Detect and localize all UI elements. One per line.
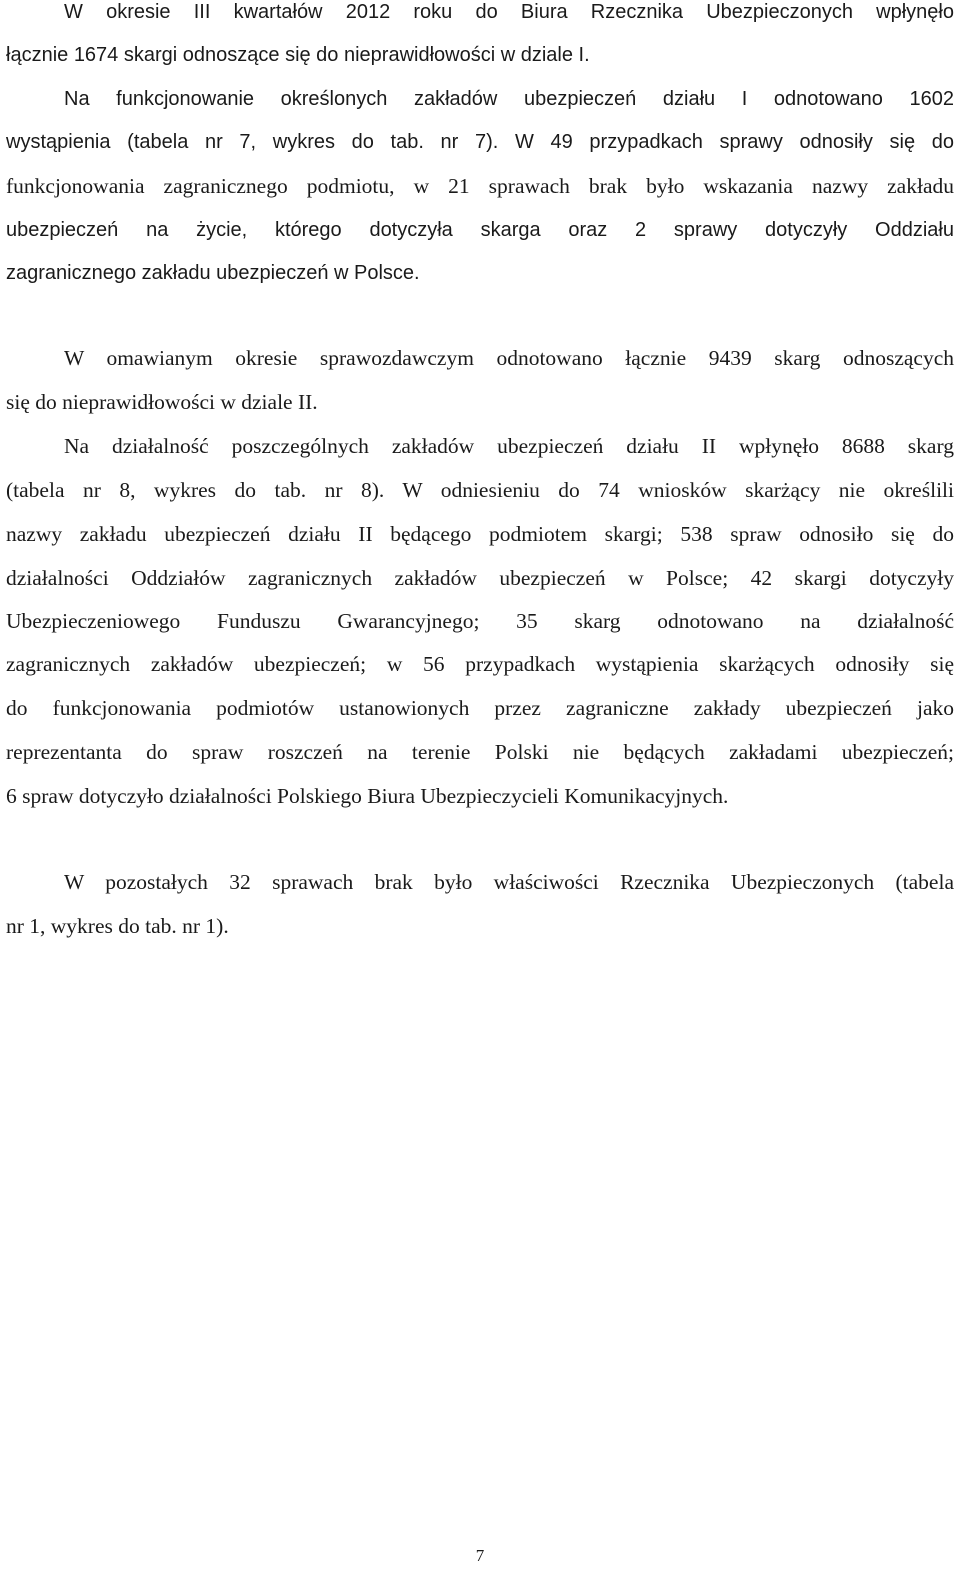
text-line: zagranicznego zakładu ubezpieczeń w Polsce.: [6, 262, 420, 284]
text-line: wystąpienia (tabela nr 7, wykres do tab. nr 7). W 49 przypadkach sprawy odnosiły się do: [6, 131, 954, 153]
text-line: (tabela nr 8, wykres do tab. nr 8). W odniesieniu do 74 wniosków skarżący nie określili: [6, 478, 954, 502]
text-line: W pozostałych 32 sprawach brak było właściwości Rzecznika Ubezpieczonych (tabela: [64, 870, 954, 894]
text-line: 6 spraw dotyczyło działalności Polskiego Biura Ubezpieczycieli Komunikacyjnych.: [6, 784, 729, 808]
text-line: W okresie III kwartałów 2012 roku do Biura Rzecznika Ubezpieczonych wpłynęło: [64, 1, 954, 23]
text-line: do funkcjonowania podmiotów ustanowionych przez zagraniczne zakłady ubezpieczeń jako: [6, 696, 954, 720]
text-line: nazwy zakładu ubezpieczeń działu II będącego podmiotem skargi; 538 spraw odnosiło się do: [6, 522, 954, 546]
page-number: 7: [475, 1546, 485, 1565]
text-line: ubezpieczeń na życie, którego dotyczyła skarga oraz 2 sprawy dotyczyły Oddziału: [6, 219, 954, 241]
text-line: działalności Oddziałów zagranicznych zakładów ubezpieczeń w Polsce; 42 skargi dotyczyły: [6, 566, 954, 590]
text-line: łącznie 1674 skargi odnoszące się do nieprawidłowości w dziale I.: [6, 44, 590, 66]
text-line: W omawianym okresie sprawozdawczym odnotowano łącznie 9439 skarg odnoszących: [64, 346, 954, 370]
text-line: nr 1, wykres do tab. nr 1).: [6, 914, 229, 938]
text-line: reprezentanta do spraw roszczeń na terenie Polski nie będących zakładami ubezpieczeń;: [6, 740, 954, 764]
text-line: funkcjonowania zagranicznego podmiotu, w 21 sprawach brak było wskazania nazwy zakładu: [6, 174, 954, 198]
text-line: się do nieprawidłowości w dziale II.: [6, 390, 318, 414]
text-line: Ubezpieczeniowego Funduszu Gwarancyjnego; 35 skarg odnotowano na działalność: [6, 609, 954, 633]
text-line: Na działalność poszczególnych zakładów ubezpieczeń działu II wpłynęło 8688 skarg: [64, 434, 954, 458]
text-line: Na funkcjonowanie określonych zakładów ubezpieczeń działu I odnotowano 1602: [64, 88, 954, 110]
text-line: zagranicznych zakładów ubezpieczeń; w 56 przypadkach wystąpienia skarżących odnosiły się: [6, 652, 954, 676]
